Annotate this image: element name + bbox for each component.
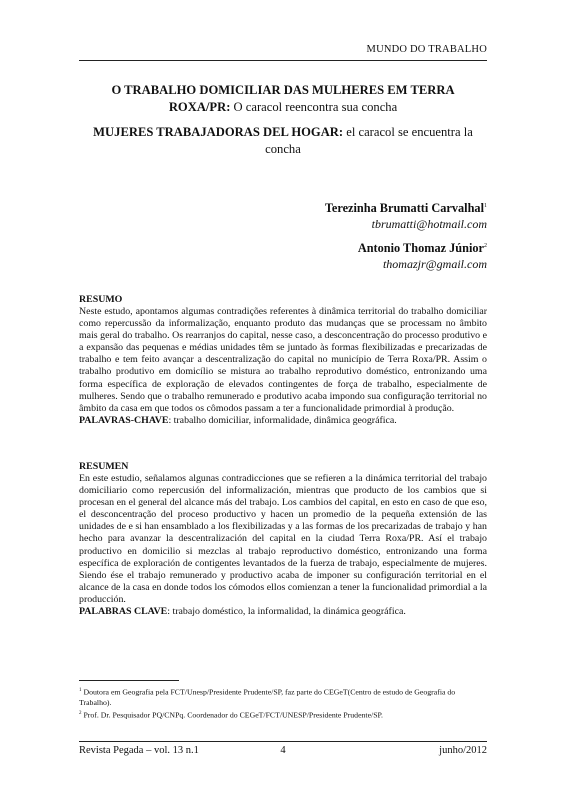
- footnote-2-text: Prof. Dr. Pesquisador PQ/CNPq. Coordenador do CEGeT/FCT/UNESP/Presidente Prudente/SP.: [81, 710, 383, 720]
- footnote-1-mark: 1: [79, 688, 82, 693]
- footer-date: junho/2012: [439, 745, 487, 756]
- resumo-heading: RESUMO: [79, 294, 123, 305]
- title-es-main: MUJERES TRABAJADORAS DEL HOGAR:: [93, 125, 344, 139]
- title-pt-line2-main: ROXA/PR:: [168, 100, 231, 114]
- title-spanish: [79, 124, 487, 158]
- footnote-2-mark: 2: [79, 710, 82, 716]
- author-2-name: Antonio Thomaz Júnior: [357, 241, 484, 256]
- author-1-name: Terezinha Brumatti Carvalhal: [324, 201, 484, 216]
- header-rule: [79, 60, 487, 61]
- title-es-subtitle-part1: el caracol se encuentra la: [346, 125, 473, 139]
- resumo-keywords: [79, 415, 487, 427]
- resumen-body: En este estudio, señalamos algunas contradicciones que se refieren a la dinámica territorial del trabajo domiciliario como repercusión del informalización, mientras que producto de los cambios que si procesan en el general del alcance más del trabajo. Los cambios del capital, en esto en caso de que eso, el desconcentração del proceso productivo y hacen un promedio de la pequeña extensión de las unidades de e si han ensamblado a los flexibilizadas y a las formas de los precarizadas de trabajo y han hecho para avanzar la descentralización del capital en la ciudad Terra Roxa/PR. Así el trabajo productivo en domicilio si mezclas al trabajo reproductivo doméstico, entronizando una forma específica de exploración de contigentes levantados de la fuerza de trabajo, especialmente de mujeres. Siendo ése el trabajo remunerado y productivo acaba de imponer su configuración territorial en el alcance de la casa en donde todos los cómodos ellos comienzan a tener la funcionalidad primordial a la producción.: [79, 473, 487, 605]
- footnote-2: [79, 709, 487, 721]
- footer-rule: [79, 741, 487, 742]
- resumen-body-container: [79, 473, 487, 618]
- title-pt-line1: O TRABALHO DOMICILIAR DAS MULHERES EM TERRA: [111, 83, 455, 97]
- footnote-separator: [79, 680, 179, 681]
- author-1: [325, 198, 487, 232]
- resumen-keywords-text: : trabajo doméstico, la informalidad, la dinámica geográfica.: [167, 606, 406, 618]
- abstract-portuguese: [79, 294, 487, 427]
- resumo-body-container: [79, 306, 487, 427]
- author-2-footnote-mark: 2: [484, 243, 487, 249]
- author-1-email[interactable]: tbrumatti@hotmail.com: [371, 217, 487, 232]
- title-portuguese: [79, 82, 487, 116]
- author-2-name-line: [358, 238, 487, 256]
- footnote-1: [79, 686, 487, 709]
- title-es-subtitle-part2: concha: [265, 142, 301, 156]
- author-1-footnote-mark: 1: [484, 203, 487, 209]
- running-head: MUNDO DO TRABALHO: [366, 44, 487, 55]
- title-pt-line2: [79, 99, 487, 116]
- resumo-keywords-text: : trabalho domiciliar, informalidade, dinâmica geográfica.: [168, 414, 397, 426]
- author-1-name-line: [325, 198, 487, 216]
- title-es-line1: [79, 124, 487, 141]
- resumo-body: Neste estudo, apontamos algumas contradições referentes à dinâmica territorial do trabalho domiciliar como repercussão da informalização, enquanto produto das mudanças que se processam no âmbito mais geral do trabalho. Os rearranjos do capital, nesse caso, a desconcentração do processo produtivo e a expansão das pequenas e médias unidades têm se juntado às formas flexibilizadas e precarizadas de trabalho e tem feito avançar a descentralização do capital no município de Terra Roxa/PR. Assim o trabalho produtivo em domicílio se mistura ao trabalho reprodutivo doméstico, entronizando uma forma específica de exploração de elevados contingentes de força de trabalho, especialmente de mulheres. Sendo que o trabalho remunerado e produtivo acaba impondo sua configuração territorial no âmbito da casa em que todos os cômodos passam a ter a funcionalidade primordial à produção.: [79, 306, 487, 414]
- resumo-keywords-label: PALAVRAS-CHAVE: [79, 414, 169, 426]
- resumen-keywords: [79, 606, 487, 618]
- author-2: [358, 238, 487, 272]
- footer-page-number: 4: [280, 745, 286, 756]
- footnotes: [79, 686, 487, 721]
- author-2-email[interactable]: thomazjr@gmail.com: [382, 257, 487, 272]
- resumen-heading: RESUMEN: [79, 461, 129, 472]
- abstract-spanish: [79, 461, 487, 618]
- footnote-1-text: Doutora em Geografia pela FCT/Unesp/Presidente Prudente/SP, faz parte do CEGeT(Centro de estudo de Geografia do Trabalho).: [79, 687, 456, 708]
- footer-journal: Revista Pegada – vol. 13 n.1: [79, 745, 199, 756]
- title-pt-subtitle: O caracol reencontra sua concha: [233, 100, 398, 114]
- resumen-keywords-label: PALABRAS CLAVE: [79, 606, 168, 618]
